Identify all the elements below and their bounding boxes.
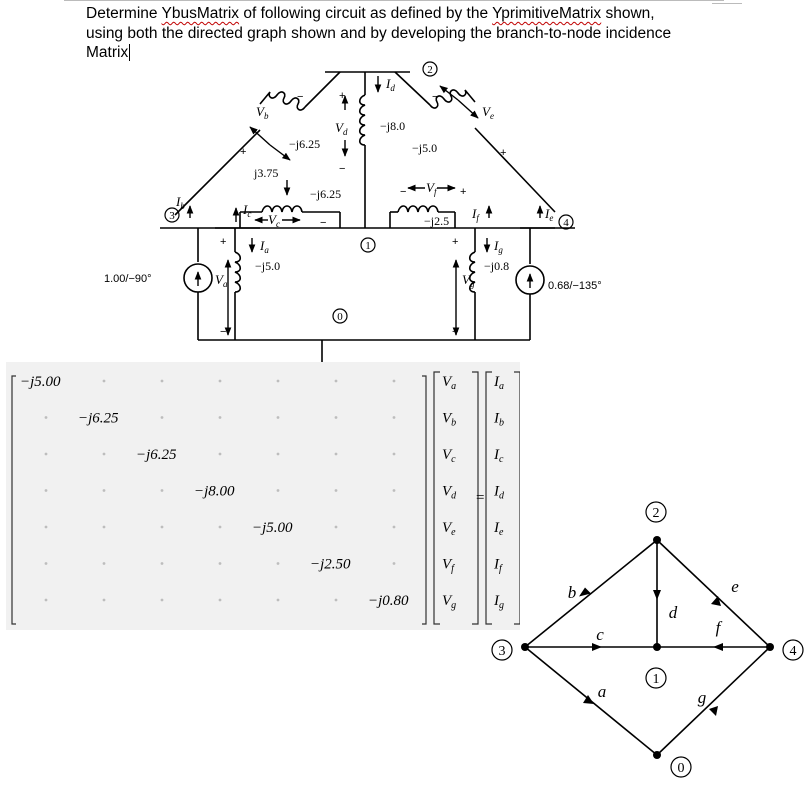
vector-V-entry: $V_d$ (442, 483, 457, 502)
label-Va: $V_a$ (215, 272, 228, 289)
source-right-value: 0.68/−135° (548, 280, 602, 292)
matrix-zero-dot (277, 599, 280, 602)
matrix-zero-dot (219, 416, 222, 419)
graph-node-1-dot (653, 643, 661, 651)
graph-node-4: 4 (789, 644, 797, 659)
matrix-zero-dot (103, 453, 106, 456)
matrix-zero-dot (335, 453, 338, 456)
question-line3: Matrix (86, 44, 129, 61)
matrix-zero-dot (161, 599, 164, 602)
svg-text:+: + (240, 146, 247, 158)
matrix-zero-dot (393, 380, 396, 383)
impedance-b: −j6.25 (289, 137, 321, 151)
graph-node-2-dot (653, 536, 661, 544)
matrix-zero-dot (335, 416, 338, 419)
arrow-e (711, 596, 721, 606)
svg-text:+: + (460, 186, 467, 198)
graph-node-1: 1 (652, 672, 660, 687)
coil-d (360, 95, 365, 145)
matrix-zero-dot (45, 489, 48, 492)
matrix-zero-dot (277, 380, 280, 383)
vector-I-entry: $I_g$ (494, 593, 504, 611)
matrix-zero-dot (103, 526, 106, 529)
matrix-zero-dot (161, 380, 164, 383)
matrix-zero-dot (45, 526, 48, 529)
matrix-zero-dot (393, 453, 396, 456)
matrix-zero-dot (103, 562, 106, 565)
node-4-label: 4 (563, 217, 569, 229)
vector-I-entry: $I_f$ (494, 556, 502, 575)
svg-text:−: − (339, 163, 346, 175)
branch-e-line (657, 540, 770, 647)
graph-branch-f: f (715, 618, 721, 637)
matrix-equation-panel (6, 362, 520, 630)
matrix-zero-dot (393, 526, 396, 529)
impedance-d: −j8.0 (380, 119, 406, 133)
impedance-c: −j6.25 (310, 187, 342, 201)
label-Ig: $I_g$ (494, 238, 503, 255)
matrix-zero-dot (393, 416, 396, 419)
matrix-zero-dot (45, 562, 48, 565)
matrix-zero-dot (219, 599, 222, 602)
matrix-diag-entry: −j8.00 (194, 483, 235, 500)
question-line1-post: shown, (601, 5, 655, 22)
node-1-label: 1 (365, 240, 371, 252)
vector-V-entry: $V_f$ (442, 556, 454, 575)
vector-V-left-bracket (434, 372, 440, 624)
matrix-diag-entry: −j5.00 (20, 374, 61, 390)
svg-text:−: − (320, 217, 327, 229)
vector-I-entry: $I_d$ (494, 483, 504, 502)
graph-node-0: 0 (677, 761, 685, 776)
label-Vb: $V_b$ (256, 104, 269, 121)
graph-branch-g: g (697, 688, 707, 707)
question-line1-pre: Determine (86, 5, 162, 22)
label-Ic: $I_c$ (243, 202, 252, 219)
impedance-g: −j0.8 (484, 259, 510, 273)
equals-sign: = (476, 490, 485, 506)
graph-node-3-dot (521, 643, 529, 651)
svg-text:+: + (500, 147, 507, 159)
matrix-diag-entry: −j0.80 (368, 593, 409, 609)
wire-e-lower (475, 128, 555, 212)
arrow-g (709, 706, 718, 716)
yprimitive-word: YprimitiveMatrix (492, 5, 602, 22)
text-cursor (129, 44, 130, 61)
ybus-word: YbusMatrix (161, 5, 240, 22)
svg-text:+: + (220, 236, 227, 248)
label-Vf: $V_f$ (426, 180, 437, 197)
matrix-zero-dot (277, 453, 280, 456)
question-text[interactable] (86, 4, 726, 63)
node-3-label: 3 (169, 210, 175, 222)
impedance-j375: j3.75 (254, 166, 279, 180)
matrix-zero-dot (45, 599, 48, 602)
vector-I-entry: $I_c$ (494, 447, 504, 465)
circuit-diagram (0, 60, 805, 370)
matrix-zero-dot (103, 489, 106, 492)
svg-text:+: + (452, 236, 459, 248)
vector-I-entry: $I_b$ (494, 410, 504, 429)
branch-g-line (657, 647, 770, 755)
svg-text:−: − (220, 326, 227, 338)
matrix-zero-dot (219, 526, 222, 529)
matrix-zero-dot (335, 526, 338, 529)
coil-a (235, 252, 240, 292)
svg-text:−: − (297, 91, 304, 103)
svg-text:−: − (452, 326, 459, 338)
matrix-zero-dot (45, 416, 48, 419)
arrow-d (653, 590, 661, 600)
matrix-zero-dot (103, 599, 106, 602)
source-left-value: 1.00/−90° (104, 273, 152, 285)
matrix-zero-dot (161, 562, 164, 565)
matrix-zero-dot (335, 489, 338, 492)
label-Id: $I_d$ (386, 76, 395, 93)
matrix-zero-dot (161, 489, 164, 492)
vector-V-entry: $V_b$ (442, 410, 457, 429)
matrix-left-bracket (12, 376, 16, 624)
matrix-zero-dot (335, 599, 338, 602)
matrix-zero-dot (45, 453, 48, 456)
impedance-e: −j5.0 (412, 141, 438, 155)
matrix-diag-entry: −j6.25 (78, 410, 119, 427)
graph-node-2: 2 (652, 506, 660, 521)
coil-f (398, 206, 438, 212)
arrow-f (713, 643, 723, 651)
label-Ib: $I_b$ (176, 194, 185, 211)
graph-branch-b: b (567, 583, 577, 602)
page-top-rule (64, 0, 724, 1)
svg-text:−: − (432, 91, 439, 103)
label-Ia: $I_a$ (260, 238, 269, 255)
vector-I-entry: $I_e$ (494, 520, 504, 538)
wire-e-upper (395, 72, 430, 105)
graph-branch-c: c (596, 625, 604, 644)
yprimitive-matrix-equation (6, 362, 520, 630)
label-Vd: $V_d$ (335, 120, 348, 137)
graph-branch-d: d (668, 603, 678, 622)
matrix-diag-entry: −j2.50 (310, 556, 351, 573)
vector-V-entry: $V_a$ (442, 374, 457, 392)
matrix-zero-dot (393, 562, 396, 565)
vector-I-entry: $I_a$ (494, 374, 504, 392)
matrix-zero-dot (393, 489, 396, 492)
matrix-diag-entry: −j6.25 (136, 447, 177, 463)
matrix-zero-dot (219, 453, 222, 456)
graph-node-4-dot (766, 643, 774, 651)
question-line2: using both the directed graph shown and by developing the branch-to-node incidence (86, 24, 672, 42)
impedance-a: −j5.0 (255, 259, 281, 273)
vector-V-entry: $V_c$ (442, 447, 456, 465)
node-0-label: 0 (337, 311, 343, 323)
matrix-zero-dot (219, 380, 222, 383)
vector-V-entry: $V_g$ (442, 593, 457, 611)
label-Vg: $V_g$ (462, 272, 475, 289)
svg-text:+: + (339, 90, 346, 102)
label-If: $I_f$ (472, 206, 479, 223)
impedance-f: −j2.5 (424, 214, 450, 228)
matrix-zero-dot (103, 380, 106, 383)
graph-node-0-dot (653, 751, 661, 759)
wire-b-upper (305, 72, 340, 107)
svg-text:−: − (400, 186, 407, 198)
label-Ve: $V_e$ (482, 104, 494, 121)
matrix-right-bracket (422, 376, 426, 624)
matrix-zero-dot (277, 416, 280, 419)
graph-branch-e: e (731, 577, 739, 596)
matrix-zero-dot (161, 416, 164, 419)
matrix-zero-dot (219, 562, 222, 565)
vector-V-entry: $V_e$ (442, 520, 456, 538)
directed-graph (480, 490, 805, 790)
matrix-zero-dot (277, 562, 280, 565)
label-Vc: $V_c$ (268, 212, 280, 229)
matrix-diag-entry: −j5.00 (252, 520, 293, 536)
matrix-zero-dot (161, 526, 164, 529)
graph-node-3: 3 (498, 644, 506, 659)
label-Ie: $I_e$ (545, 206, 554, 223)
question-line1-mid: of following circuit as defined by the (239, 5, 493, 22)
arrow-c (592, 643, 602, 651)
node-2-label: 2 (427, 64, 433, 76)
matrix-zero-dot (277, 489, 280, 492)
matrix-zero-dot (335, 380, 338, 383)
graph-branch-a: a (597, 682, 607, 701)
